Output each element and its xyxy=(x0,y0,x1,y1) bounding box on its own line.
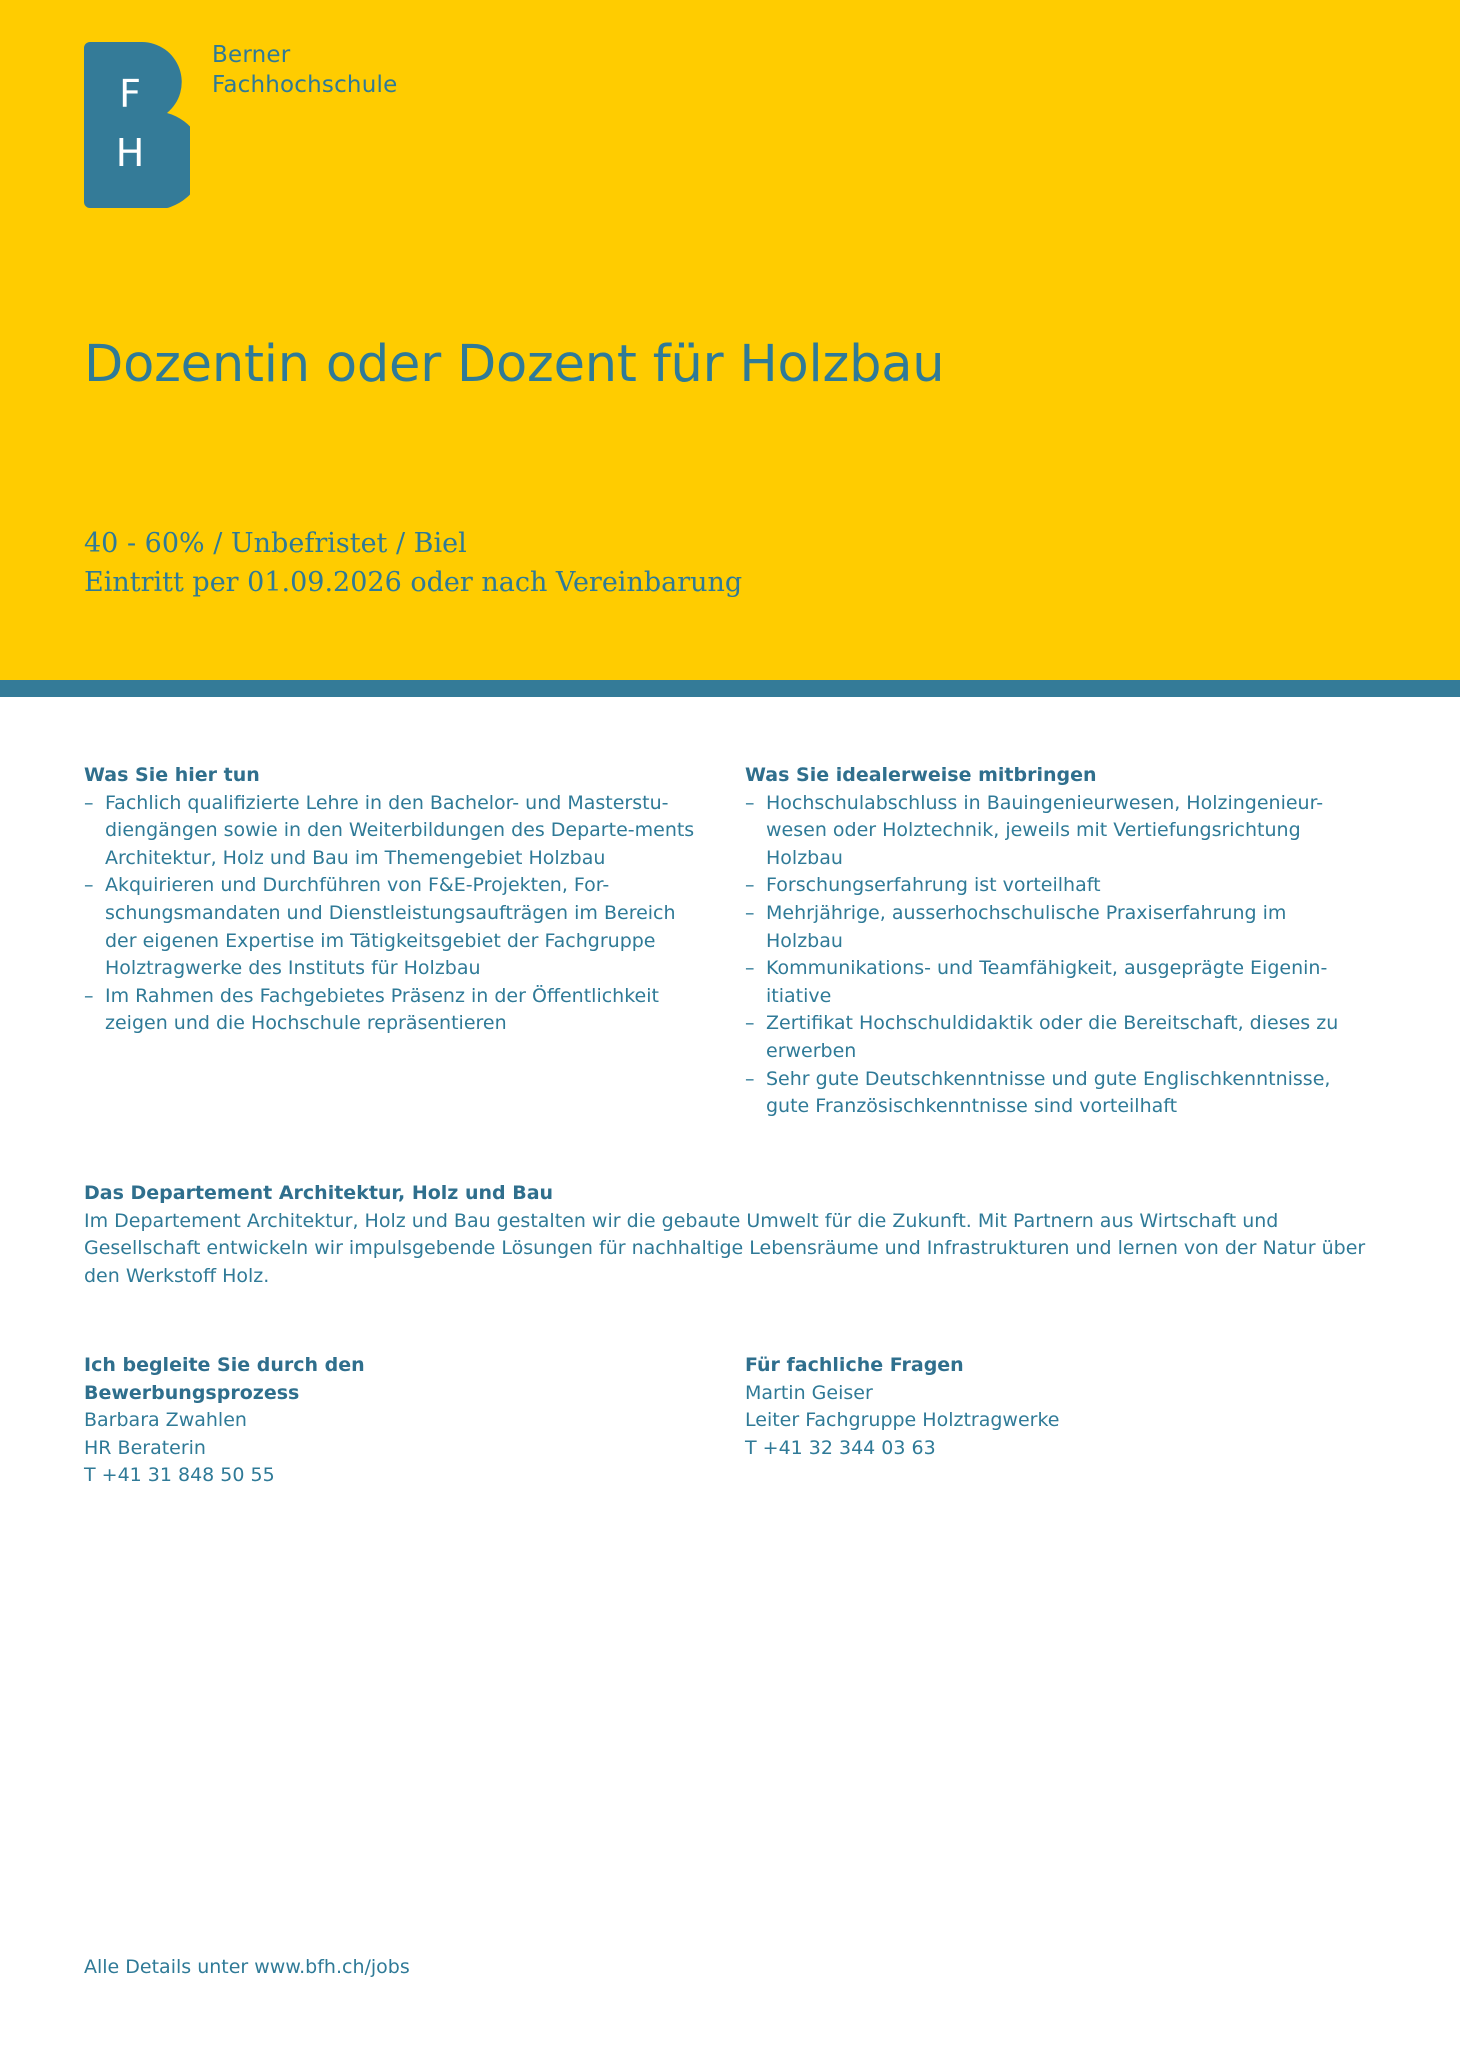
hr-contact-role: HR Beraterin xyxy=(84,1436,206,1459)
hr-contact xyxy=(84,1352,704,1490)
list-item-text: Akquirieren und Durchführen von F&E-Projekten, For-schungsmandaten und Dienstleistungsaufträgen im Bereich der eigenen Expertise im Tätigkeitsgebiet der Fachgruppe Holztragwerke des Instituts für Holzbau xyxy=(105,874,676,980)
footer-jobs-link[interactable]: Alle Details unter www.bfh.ch/jobs xyxy=(84,1956,410,1978)
hr-contact-heading-line2: Bewerbungsprozess xyxy=(84,1381,300,1404)
list-item-text: Im Rahmen des Fachgebietes Präsenz in der Öffentlichkeit zeigen und die Hochschule repräsentieren xyxy=(105,984,659,1035)
list-item-text: Fachlich qualifizierte Lehre in den Bachelor- und Masterstu-diengängen sowie in den Weiterbildungen des Departe-ments Architektur, Holz und Bau im Themengebiet Holzbau xyxy=(105,791,695,869)
list-item xyxy=(84,872,704,982)
list-item xyxy=(745,1010,1365,1065)
job-start-date: Eintritt per 01.09.2026 oder nach Vereinbarung xyxy=(84,567,743,598)
tasks-list xyxy=(84,790,704,1038)
tasks-heading: Was Sie hier tun xyxy=(84,764,260,786)
dash-bullet: – xyxy=(745,1012,755,1035)
dash-bullet: – xyxy=(745,957,755,980)
list-item xyxy=(745,872,1365,900)
list-item-text: Forschungserfahrung ist vorteilhaft xyxy=(766,874,1101,897)
dash-bullet: – xyxy=(84,874,94,897)
logo-letter-f: F xyxy=(119,72,141,116)
job-title: Dozentin oder Dozent für Holzbau xyxy=(84,335,945,394)
expert-contact-heading: Für fachliche Fragen xyxy=(745,1354,964,1376)
dash-bullet: – xyxy=(745,791,755,814)
list-item xyxy=(745,955,1365,1010)
hr-contact-name: Barbara Zwahlen xyxy=(84,1409,247,1432)
dash-bullet: – xyxy=(84,984,94,1007)
expert-contact-role: Leiter Fachgruppe Holztragwerke xyxy=(745,1409,1060,1432)
list-item xyxy=(745,790,1365,873)
list-item xyxy=(84,790,704,873)
dash-bullet: – xyxy=(84,791,94,814)
list-item-text: Hochschulabschluss in Bauingenieurwesen, Holzingenieur-wesen oder Holztechnik, jeweils mit Vertiefungsrichtung Holzbau xyxy=(766,791,1324,869)
department-text: Im Departement Architektur, Holz und Bau gestalten wir die gebaute Umwelt für die Zukunft. Mit Partnern aus Wirtschaft und Gesellschaft entwickeln wir impulsgebende Lösungen für nachhaltige Lebensräume und Infrastrukturen und lernen von der Natur über den Werkstoff Holz. xyxy=(84,1209,1366,1287)
list-item-text: Mehrjährige, ausserhochschulische Praxiserfahrung im Holzbau xyxy=(766,901,1287,952)
dash-bullet: – xyxy=(745,874,755,897)
list-item xyxy=(84,983,704,1038)
requirements-section xyxy=(745,762,1365,1121)
expert-contact xyxy=(745,1352,1365,1462)
requirements-heading: Was Sie idealerweise mitbringen xyxy=(745,764,1097,786)
expert-contact-phone[interactable]: T +41 32 344 03 63 xyxy=(745,1436,936,1459)
hr-contact-heading-line1: Ich begleite Sie durch den xyxy=(84,1354,365,1376)
bfh-logo xyxy=(84,42,190,208)
header-divider-stripe xyxy=(0,680,1460,697)
department-heading: Das Departement Architektur, Holz und Bau xyxy=(84,1182,554,1204)
dash-bullet: – xyxy=(745,1067,755,1090)
brand-name xyxy=(212,40,397,100)
list-item xyxy=(745,900,1365,955)
brand-name-line1: Berner xyxy=(212,42,291,68)
department-section xyxy=(84,1180,1384,1290)
tasks-section xyxy=(84,762,704,1038)
list-item-text: Kommunikations- und Teamfähigkeit, ausgeprägte Eigenin-itiative xyxy=(766,957,1328,1007)
logo-letter-h: H xyxy=(115,131,145,175)
expert-contact-name: Martin Geiser xyxy=(745,1381,873,1404)
requirements-list xyxy=(745,790,1365,1121)
brand-name-line2: Fachhochschule xyxy=(212,72,398,98)
list-item-text: Zertifikat Hochschuldidaktik oder die Bereitschaft, dieses zu erwerben xyxy=(766,1012,1339,1062)
hr-contact-phone[interactable]: T +41 31 848 50 55 xyxy=(84,1464,275,1487)
list-item-text: Sehr gute Deutschkenntnisse und gute Englischkenntnisse, gute Französischkenntnisse sind vorteilhaft xyxy=(766,1067,1331,1118)
list-item xyxy=(745,1066,1365,1121)
job-meta xyxy=(84,524,742,602)
dash-bullet: – xyxy=(745,901,755,924)
job-workload-location: 40 - 60% / Unbefristet / Biel xyxy=(84,528,467,559)
